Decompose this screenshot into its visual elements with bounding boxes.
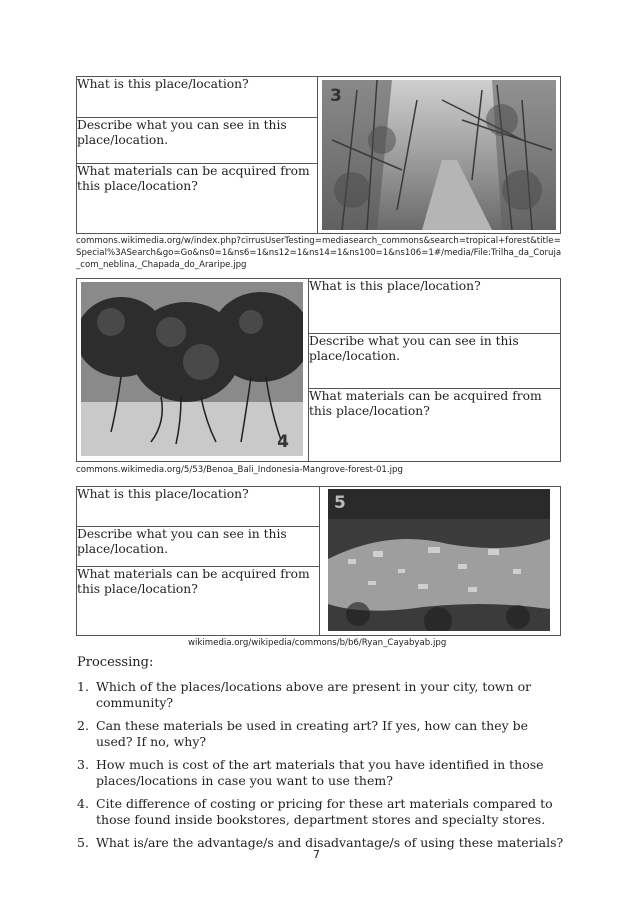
question-materials: What materials can be acquired from this place/location? [77,164,318,234]
image-source-5: wikimedia.org/wikipedia/commons/b/b6/Ryan_Cayabyab.jpg [188,638,447,648]
forest-trail-photo [322,80,556,230]
activity-table-5 [76,486,561,636]
question-describe: Describe what you can see in this place/location. [308,334,560,389]
activity-table-3 [76,76,561,234]
processing-item: 1. Which of the places/locations above are present in your city, town or community? [77,679,532,710]
processing-item: 3. How much is cost of the art materials that you have identified in those places/locations in case you want to use them? [77,757,544,788]
photo-cell [318,77,561,234]
question-place: What is this place/location? [77,77,318,118]
page-number: 7 [313,848,320,861]
photo-number: 3 [330,86,342,106]
question-describe: Describe what you can see in this place/location. [77,527,320,567]
question-describe: Describe what you can see in this place/location. [77,117,318,164]
question-place: What is this place/location? [77,487,320,527]
processing-list [77,679,565,858]
forest-trail-image [322,80,556,230]
garbage-dump-photo [328,489,550,631]
processing-item: 4. Cite difference of costing or pricing for these art materials compared to those found inside bookstores, department stores and specialty stores. [77,796,553,827]
question-materials: What materials can be acquired from this place/location? [308,389,560,462]
photo-cell [77,279,309,462]
mangrove-image [81,282,303,456]
processing-heading: Processing: [77,655,154,670]
mangrove-forest-photo [81,282,303,456]
photo-number: 5 [334,493,346,513]
activity-table-4 [76,278,561,462]
processing-item: 5. What is/are the advantage/s and disadvantage/s of using these materials? [77,835,564,850]
processing-item: 2. Can these materials be used in creating art? If yes, how can they be used? If no, why? [77,718,529,749]
photo-cell [320,487,561,636]
dump-image [328,489,550,631]
question-materials: What materials can be acquired from this place/location? [77,567,320,636]
image-source-3: commons.wikimedia.org/w/index.php?cirrusUserTesting=mediasearch_commons&search=tropical+forest&title=Special%3ASearch&go=Go&ns0=1&ns6=1&ns12=1&ns14=1&ns100=1&ns106=1#/media/File:Trilha_da_Coruja_com_neblina,_Chapada_do_Araripe.jpg [76,236,562,270]
photo-number: 4 [277,432,289,452]
question-place: What is this place/location? [308,279,560,334]
image-source-4: commons.wikimedia.org/5/53/Benoa_Bali_Indonesia-Mangrove-forest-01.jpg [76,465,403,475]
